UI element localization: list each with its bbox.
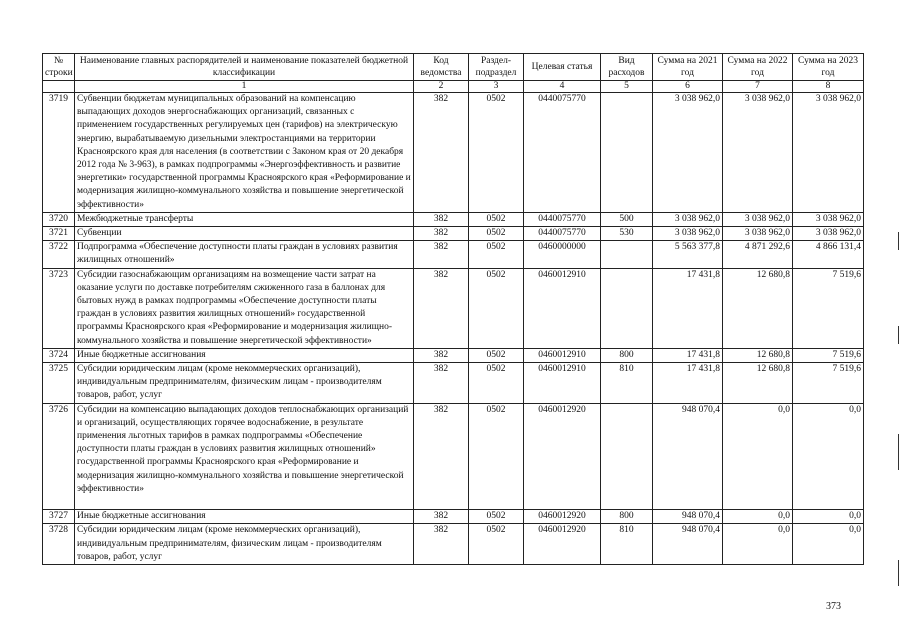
row-target-article: 0460012910	[524, 363, 601, 404]
row-sum-2022: 3 038 962,0	[723, 212, 793, 226]
row-sum-2023: 7 519,6	[793, 348, 864, 362]
row-target-article: 0440075770	[524, 93, 601, 213]
table-row	[43, 403, 864, 509]
column-number: 6	[653, 81, 723, 93]
row-section: 0502	[469, 348, 524, 362]
header-dept-code: Код ведомства	[414, 54, 469, 81]
header-expense-type: Вид расходов	[601, 54, 653, 81]
table-row	[43, 227, 864, 241]
row-dept-code: 382	[414, 363, 469, 404]
header-sum-2021: Сумма на 2021 год	[653, 54, 723, 81]
row-section: 0502	[469, 363, 524, 404]
row-sum-2022: 4 871 292,6	[723, 241, 793, 268]
row-target-article: 0440075770	[524, 227, 601, 241]
row-target-article: 0440075770	[524, 212, 601, 226]
row-number: 3728	[43, 524, 75, 565]
row-sum-2021: 5 563 377,8	[653, 241, 723, 268]
row-name: Субвенции бюджетам муниципальных образований на компенсацию выпадающих доходов энергоснабжающих организаций, связанных с применением государственных регулируемых цен (тарифов) на электрическую энергию, вырабатываемую дизельными электростанциями на территории Красноярского края для населения (в соответствии с Законом края от 20 декабря 2012 года № 3-963), в рамках подпрограммы «Энергоэффективность и развитие энергетики» государственной программы Красноярского края «Реформирование и модернизация жилищно-коммунального хозяйства и повышение энергетической эффективности»	[75, 93, 414, 213]
row-sum-2023: 0,0	[793, 510, 864, 524]
row-target-article: 0460012920	[524, 524, 601, 565]
row-name: Субсидии юридическим лицам (кроме некоммерческих организаций), индивидуальным предпринимателям, физическим лицам - производителям товаров, работ, услуг	[75, 524, 414, 565]
row-name: Субсидии юридическим лицам (кроме некоммерческих организаций), индивидуальным предпринимателям, физическим лицам - производителям товаров, работ, услуг	[75, 363, 414, 404]
row-target-article: 0460012920	[524, 510, 601, 524]
header-row-number: № строки	[43, 54, 75, 81]
page-number: 373	[826, 601, 841, 612]
header-name: Наименование главных распорядителей и наименование показателей бюджетной классификации	[75, 54, 414, 81]
row-target-article: 0460012910	[524, 348, 601, 362]
row-sum-2023: 3 038 962,0	[793, 227, 864, 241]
row-target-article: 0460012910	[524, 268, 601, 348]
row-section: 0502	[469, 403, 524, 509]
row-name: Иные бюджетные ассигнования	[75, 510, 414, 524]
row-number: 3722	[43, 241, 75, 268]
scan-edge-mark	[898, 434, 899, 470]
row-name: Межбюджетные трансферты	[75, 212, 414, 226]
row-sum-2023: 7 519,6	[793, 268, 864, 348]
row-expense-type: 530	[601, 227, 653, 241]
row-sum-2022: 12 680,8	[723, 268, 793, 348]
row-dept-code: 382	[414, 227, 469, 241]
row-dept-code: 382	[414, 403, 469, 509]
row-expense-type: 800	[601, 348, 653, 362]
row-sum-2023: 0,0	[793, 524, 864, 565]
header-sum-2023: Сумма на 2023 год	[793, 54, 864, 81]
row-number: 3726	[43, 403, 75, 509]
row-expense-type	[601, 93, 653, 213]
table-row	[43, 212, 864, 226]
row-name: Субсидии на компенсацию выпадающих доходов теплоснабжающих организаций и организаций, осуществляющих горячее водоснабжение, в результате применения льготных тарифов в рамках подпрограммы «Обеспечение доступности платы граждан в условиях развития жилищных отношений» государственной программы Красноярского края «Реформирование и модернизация жилищно-коммунального хозяйства и повышение энергетической эффективности»	[75, 403, 414, 509]
row-dept-code: 382	[414, 524, 469, 565]
table-row	[43, 524, 864, 565]
row-section: 0502	[469, 524, 524, 565]
row-sum-2022: 0,0	[723, 403, 793, 509]
row-sum-2023: 0,0	[793, 403, 864, 509]
row-sum-2022: 0,0	[723, 524, 793, 565]
row-name: Иные бюджетные ассигнования	[75, 348, 414, 362]
row-dept-code: 382	[414, 93, 469, 213]
row-number: 3719	[43, 93, 75, 213]
row-sum-2021: 3 038 962,0	[653, 93, 723, 213]
row-sum-2021: 948 070,4	[653, 510, 723, 524]
row-expense-type	[601, 241, 653, 268]
row-sum-2021: 948 070,4	[653, 524, 723, 565]
row-dept-code: 382	[414, 212, 469, 226]
row-dept-code: 382	[414, 241, 469, 268]
row-number: 3723	[43, 268, 75, 348]
column-number: 8	[793, 81, 864, 93]
row-sum-2021: 948 070,4	[653, 403, 723, 509]
table-row	[43, 363, 864, 404]
row-target-article: 0460000000	[524, 241, 601, 268]
column-number: 5	[601, 81, 653, 93]
table-row	[43, 510, 864, 524]
column-number: 3	[469, 81, 524, 93]
header-row	[43, 54, 864, 81]
row-sum-2022: 3 038 962,0	[723, 93, 793, 213]
row-section: 0502	[469, 268, 524, 348]
header-target-article: Целевая статья	[524, 54, 601, 81]
row-sum-2022: 3 038 962,0	[723, 227, 793, 241]
table-row	[43, 241, 864, 268]
row-name: Субсидии газоснабжающим организациям на возмещение части затрат на оказание услуги по доставке потребителям сжиженного газа в баллонах для бытовых нужд в рамках подпрограммы «Обеспечение доступности платы граждан в условиях развития жилищных отношений» государственной программы Красноярского края «Реформирование и модернизация жилищно-коммунального хозяйства и повышение энергетической эффективности»	[75, 268, 414, 348]
column-number	[43, 81, 75, 93]
row-sum-2022: 12 680,8	[723, 363, 793, 404]
column-number: 4	[524, 81, 601, 93]
row-sum-2023: 4 866 131,4	[793, 241, 864, 268]
row-sum-2022: 12 680,8	[723, 348, 793, 362]
row-dept-code: 382	[414, 268, 469, 348]
table-row	[43, 93, 864, 213]
row-sum-2021: 3 038 962,0	[653, 212, 723, 226]
column-number-row	[43, 81, 864, 93]
row-expense-type	[601, 268, 653, 348]
row-sum-2023: 7 519,6	[793, 363, 864, 404]
row-sum-2023: 3 038 962,0	[793, 93, 864, 213]
row-number: 3724	[43, 348, 75, 362]
row-sum-2023: 3 038 962,0	[793, 212, 864, 226]
row-name: Подпрограмма «Обеспечение доступности платы граждан в условиях развития жилищных отношений»	[75, 241, 414, 268]
row-expense-type	[601, 403, 653, 509]
row-sum-2021: 17 431,8	[653, 363, 723, 404]
row-section: 0502	[469, 93, 524, 213]
row-number: 3720	[43, 212, 75, 226]
row-sum-2021: 17 431,8	[653, 348, 723, 362]
row-target-article: 0460012920	[524, 403, 601, 509]
scan-edge-mark	[898, 326, 899, 344]
row-expense-type: 500	[601, 212, 653, 226]
row-number: 3727	[43, 510, 75, 524]
row-section: 0502	[469, 241, 524, 268]
row-section: 0502	[469, 227, 524, 241]
row-dept-code: 382	[414, 510, 469, 524]
row-number: 3721	[43, 227, 75, 241]
row-sum-2021: 3 038 962,0	[653, 227, 723, 241]
row-section: 0502	[469, 212, 524, 226]
column-number: 2	[414, 81, 469, 93]
column-number: 7	[723, 81, 793, 93]
row-number: 3725	[43, 363, 75, 404]
budget-table	[42, 53, 864, 565]
row-expense-type: 810	[601, 363, 653, 404]
row-sum-2022: 0,0	[723, 510, 793, 524]
row-expense-type: 800	[601, 510, 653, 524]
scan-edge-mark	[898, 560, 899, 586]
row-expense-type: 810	[601, 524, 653, 565]
row-sum-2021: 17 431,8	[653, 268, 723, 348]
table-row	[43, 348, 864, 362]
header-section: Раздел-подраздел	[469, 54, 524, 81]
header-sum-2022: Сумма на 2022 год	[723, 54, 793, 81]
scan-edge-mark	[898, 232, 899, 250]
budget-table-sheet	[42, 53, 863, 565]
row-name: Субвенции	[75, 227, 414, 241]
column-number: 1	[75, 81, 414, 93]
row-section: 0502	[469, 510, 524, 524]
row-dept-code: 382	[414, 348, 469, 362]
table-row	[43, 268, 864, 348]
